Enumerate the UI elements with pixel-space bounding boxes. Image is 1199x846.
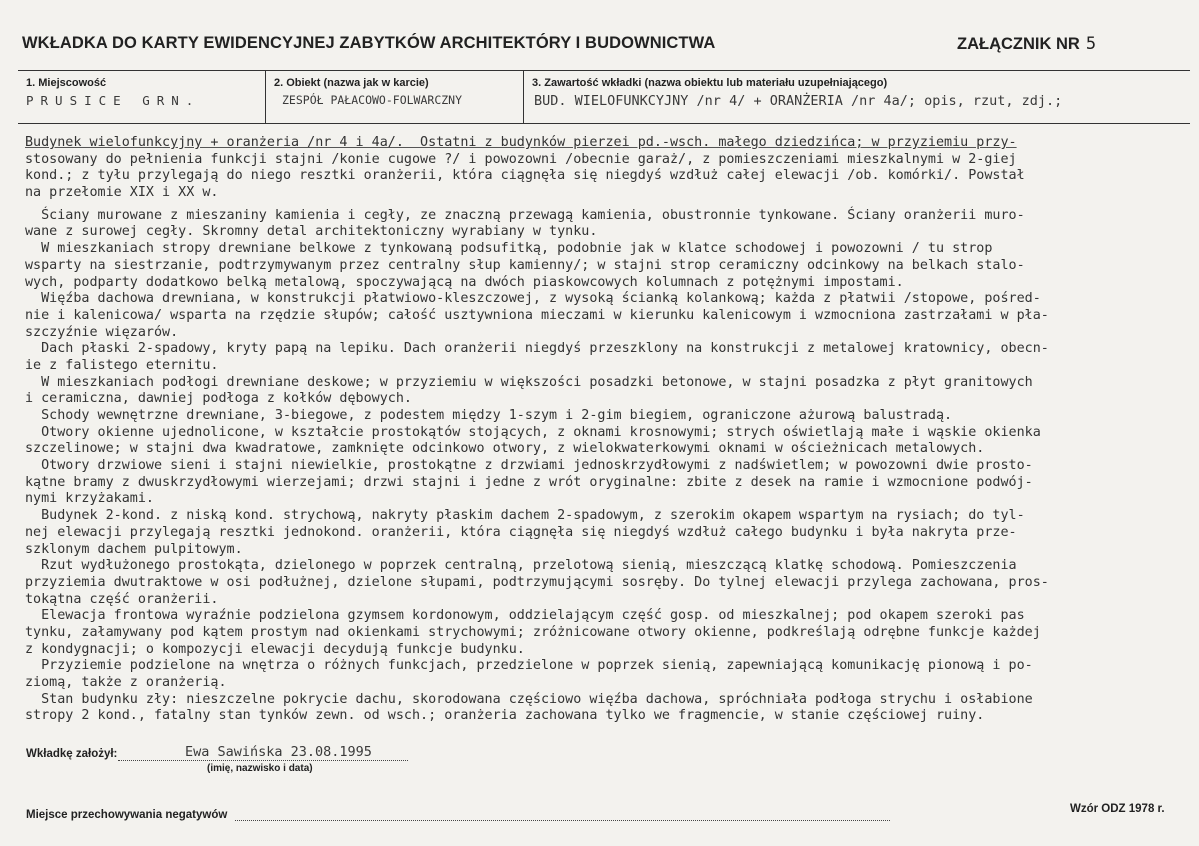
annex-label-text: ZAŁĄCZNIK NR	[957, 35, 1080, 53]
annex-number: 5	[1085, 34, 1097, 54]
description-line: szczyźnie więzarów.	[25, 324, 179, 340]
description-line: wych, podparty dodatkowo belką metalową, spoczywającą na dwóch piaskowcowych kolumnach z potężnymi impostami.	[25, 274, 904, 290]
description-line: nie i kalenicowa/ wsparta na rzędzie słupów; całość usztywniona mieczami w kierunku kalenicowym i wzmocniona zastrzałami w pła-	[25, 307, 1049, 323]
object-cell	[265, 71, 523, 123]
header-fields-row	[18, 70, 1190, 124]
description-line: W mieszkaniach stropy drewniane belkowe z tynkowaną podsufitką, podobnie jak w klatce schodowej i powozowni / tu strop	[25, 241, 993, 257]
locality-cell	[18, 71, 265, 123]
description-line: Otwory drzwiowe sieni i stajni niewielkie, prostokątne z drzwiami jednoskrzydłowymi z nadświetlem; w powozowni dwie prosto-	[25, 458, 1033, 474]
description-line: Dach płaski 2-spadowy, kryty papą na lepiku. Dach oranżerii niegdyś przeszklony na konstrukcji z metalowej kratownicy, obecn-	[25, 341, 1049, 357]
locality-label: 1. Miejscowość	[26, 77, 107, 89]
annex-label	[957, 34, 1096, 54]
form-number: Wzór ODZ 1978 r.	[1070, 803, 1165, 815]
object-value: ZESPÓŁ PAŁACOWO-FOLWARCZNY	[282, 93, 463, 107]
description-line: kond.; z tyłu przylegają do niego resztki oranżerii, która ciągnęła się niegdyś wzdłuż całej elewacji /ob. komórki/. Powstał	[25, 168, 1025, 184]
description-line: nej elewacji przylegają resztki jednokond. oranżerii, która ciągnęła się niegdyś wzdłuż całego budynku i była nakryta prze-	[25, 524, 1017, 540]
description-line: i ceramiczna, dawniej podłoga z kołków dębowych.	[25, 391, 412, 407]
description-line: Rzut wydłużonego prostokąta, dzielonego w poprzek centralną, przelotową sienią, mieszczącą klatkę schodową. Pomieszczenia	[25, 558, 1017, 574]
description-line: W mieszkaniach podłogi drewniane deskowe; w przyziemiu w większości posadzki betonowe, w stajni posadzka z płyt granitowych	[25, 374, 1033, 390]
description-line: przyziemia dwutraktowe w osi podłużnej, dzielone słupami, podtrzymującymi sosręby. Do tylnej elewacji przylega zachowana, pros-	[25, 574, 1049, 590]
description-line: stropy 2 kond., fatalny stan tynków zewn. od wsch.; oranżeria zachowana tylko we fragmencie, w stanie częściowej ruiny.	[25, 708, 985, 724]
description-line: Schody wewnętrzne drewniane, 3-biegowe, z podestem między 1-szym i 2-gim biegiem, ograniczone ażurową balustradą.	[25, 408, 953, 423]
contents-cell	[523, 71, 1191, 123]
contents-label: 3. Zawartość wkładki (nazwa obiektu lub materiału uzupełniającego)	[532, 77, 888, 89]
description-line: wsparty na siestrzanie, podtrzymywanym przez centralny słup kamienny/; w stajni strop ceramiczny odcinkowy na belkach stalo-	[25, 257, 1025, 273]
description-line: Więźba dachowa drewniana, w konstrukcji płatwiowo-kleszczowej, z wysoką ścianką kolankową; każda z płatwii /stopowe, pośred-	[25, 291, 1041, 307]
description-line: ie z falistego eternitu.	[25, 357, 219, 373]
description-line: stosowany do pełnienia funkcji stajni /konie cugowe ?/ i powozowni /obecnie garaż/, z pomieszczeniami mieszkalnymi w 2-giej	[25, 151, 1017, 167]
description-line: nymi krzyżakami.	[25, 491, 154, 507]
description-line: Otwory okienne ujednolicone, w kształcie prostokątów stojących, z oknami krosnowymi; strych oświetlają małe i wąskie okienka	[25, 424, 1041, 440]
negatives-label: Miejsce przechowywania negatywów	[26, 809, 228, 821]
description-line: ziomą, także z oranżerią.	[25, 675, 227, 690]
description-line: tokątna część oranżerii.	[25, 591, 219, 607]
description-line: Budynek wielofunkcyjny + oranżeria /nr 4 i 4a/. Ostatni z budynków pierzei pd.-wsch. małego dziedzińca; w przyziemiu przy-	[25, 135, 1017, 150]
description-line: z kondygnacji; o kompozycji elewacji decydują funkcje budynku.	[25, 641, 525, 657]
locality-value: PRUSICE GRN.	[26, 93, 201, 108]
founder-dotted-line	[118, 760, 408, 761]
form-title: WKŁADKA DO KARTY EWIDENCYJNEJ ZABYTKÓW ARCHITEKTÓRY I BUDOWNICTWA	[22, 34, 716, 52]
description-line: kątne bramy z dwuskrzydłowymi wierzejami; drzwi stajni i jedne z wrót oryginalne: zbite z desek na ramie i wzmocnione podwój-	[25, 474, 1033, 490]
description-line: Przyziemie podzielone na wnętrza o różnych funkcjach, przedzielone w poprzek sienią, zapewniającą komunikację pionową i po-	[25, 658, 1033, 674]
contents-value: BUD. WIELOFUNKCYJNY /nr 4/ + ORANŻERIA /nr 4a/; opis, rzut, zdj.;	[534, 93, 1063, 109]
object-label: 2. Obiekt (nazwa jak w karcie)	[274, 77, 429, 89]
description-line: szczelinowe; w stajni dwa kwadratowe, zamknięte odcinkowo otwory, z wielokwaterkowymi oknami w ościeżnicach metalowych.	[25, 441, 985, 457]
description-line: wane z surowej cegły. Skromny detal architektoniczny wyrabiany w tynku.	[25, 224, 598, 240]
founder-label: Wkładkę założył:	[26, 748, 118, 760]
negatives-dotted-line	[235, 820, 890, 821]
description-line: Elewacja frontowa wyraźnie podzielona gzymsem kordonowym, oddzielającym część gosp. od mieszkalnej; pod okapem szeroki pas	[25, 608, 1025, 624]
description-text	[25, 135, 1185, 725]
description-line: szklonym dachem pulpitowym.	[25, 541, 243, 557]
description-line: na przełomie XIX i XX w.	[25, 185, 219, 201]
description-line: Stan budynku zły: nieszczelne pokrycie dachu, skorodowana częściowo więźba dachowa, spróchniała podłoga strychu i osłabione	[25, 691, 1033, 707]
description-line: Budynek 2-kond. z niską kond. strychową, nakryty płaskim dachem 2-spadowym, z szerokim okapem wspartym na rysiach; do tyl-	[25, 508, 1025, 524]
description-line: tynku, załamywany pod kątem prostym nad okienkami strychowymi; zróżnicowane otwory okienne, podkreślają odrębne funkcje każdej	[25, 624, 1041, 640]
founder-caption: (imię, nazwisko i data)	[207, 763, 313, 774]
founder-value: Ewa Sawińska 23.08.1995	[185, 744, 372, 760]
description-line: Ściany murowane z mieszaniny kamienia i cegły, ze znaczną przewagą kamienia, obustronnie tynkowane. Ściany oranżerii muro-	[25, 207, 1025, 223]
